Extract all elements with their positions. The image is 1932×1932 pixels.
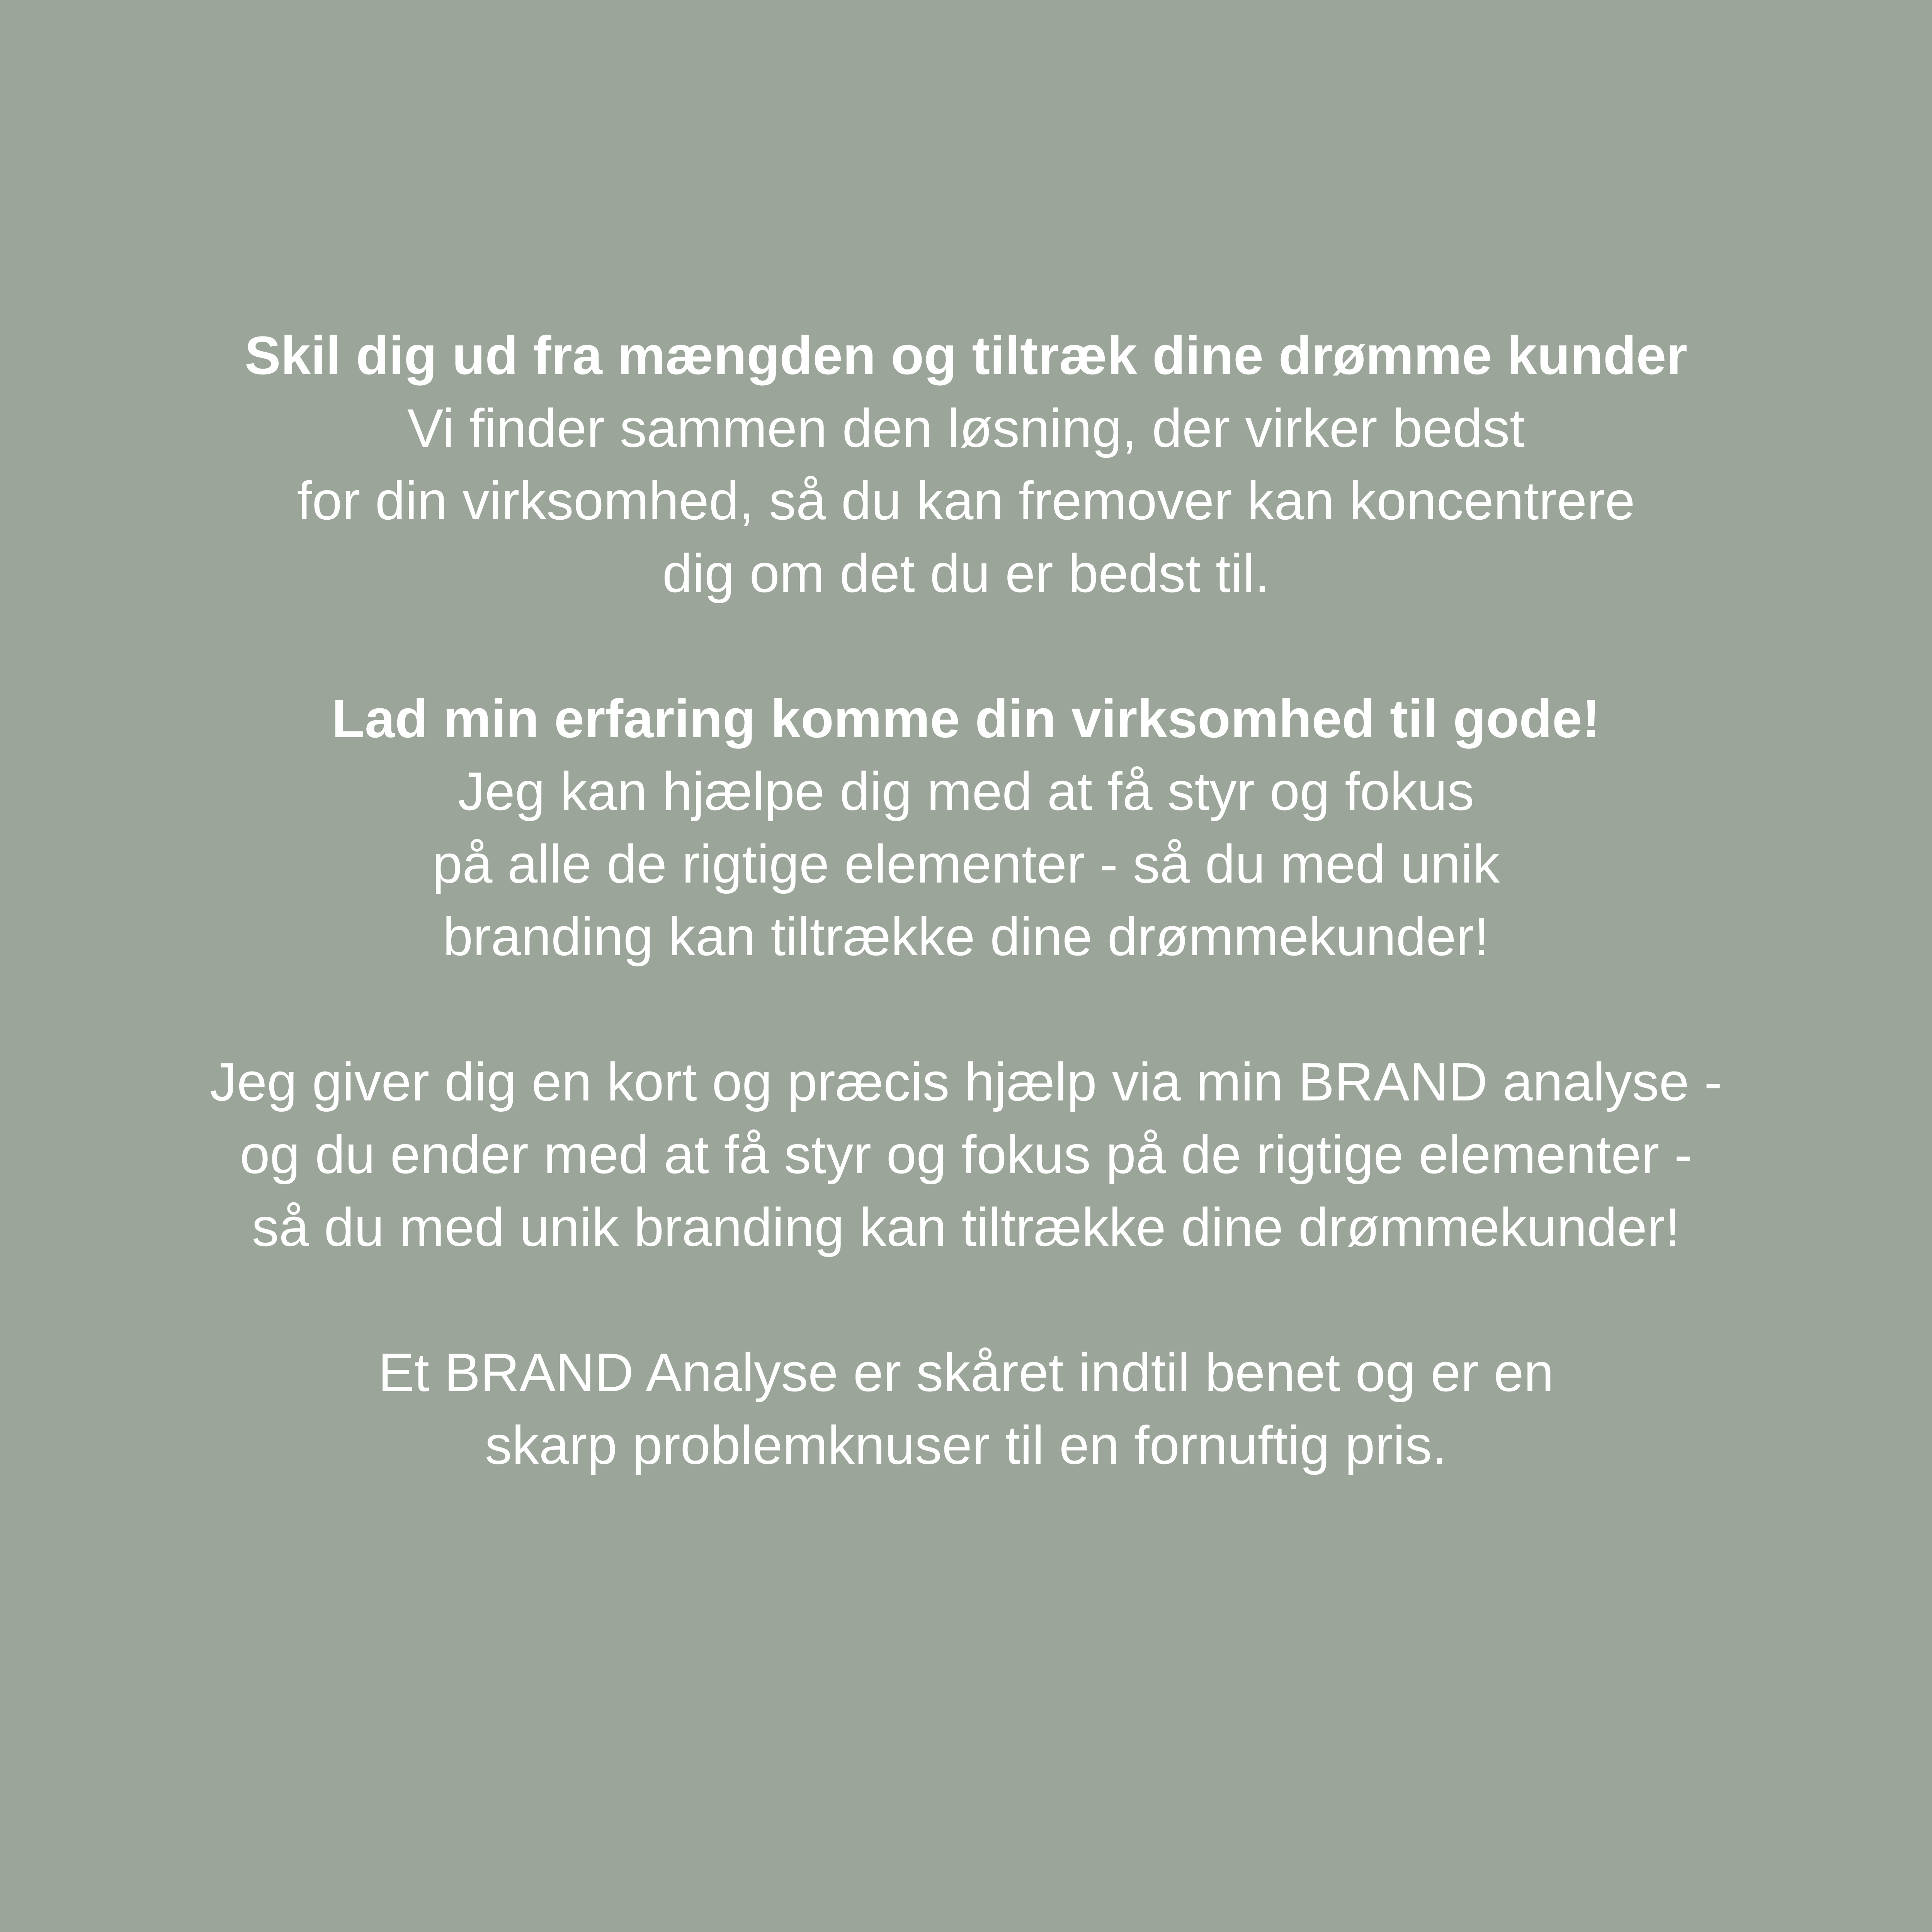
paragraph-brand-analysis xyxy=(0,1046,1932,1264)
paragraph-price xyxy=(0,1336,1932,1481)
body-line: Jeg kan hjælpe dig med at få styr og fokus xyxy=(457,761,1475,821)
body-line: så du med unik branding kan tiltrække dine drømmekunder! xyxy=(252,1197,1680,1257)
body-line: for din virksomhed, så du kan fremover kan koncentrere xyxy=(297,470,1635,531)
body-line: Vi finder sammen den løsning, der virker bedst xyxy=(407,398,1525,458)
body-line: branding kan tiltrække dine drømmekunder! xyxy=(443,906,1489,967)
body-line: på alle de rigtige elementer - så du med unik xyxy=(432,833,1500,894)
paragraph-intro xyxy=(0,319,1932,610)
paragraph-experience xyxy=(0,682,1932,973)
headline-experience: Lad min erfaring komme din virksomhed til gode! xyxy=(332,688,1600,749)
body-line: dig om det du er bedst til. xyxy=(662,543,1270,604)
body-line: skarp problemknuser til en fornuftig pris. xyxy=(485,1415,1447,1475)
body-line: og du ender med at få styr og fokus på de rigtige elementer - xyxy=(240,1124,1692,1185)
headline-stand-out: Skil dig ud fra mængden og tiltræk dine drømme kunder xyxy=(245,325,1687,386)
body-line: Et BRAND Analyse er skåret indtil benet og er en xyxy=(378,1342,1554,1403)
promo-text-block xyxy=(0,319,1932,1554)
body-line: Jeg giver dig en kort og præcis hjælp via min BRAND analyse - xyxy=(210,1051,1722,1112)
